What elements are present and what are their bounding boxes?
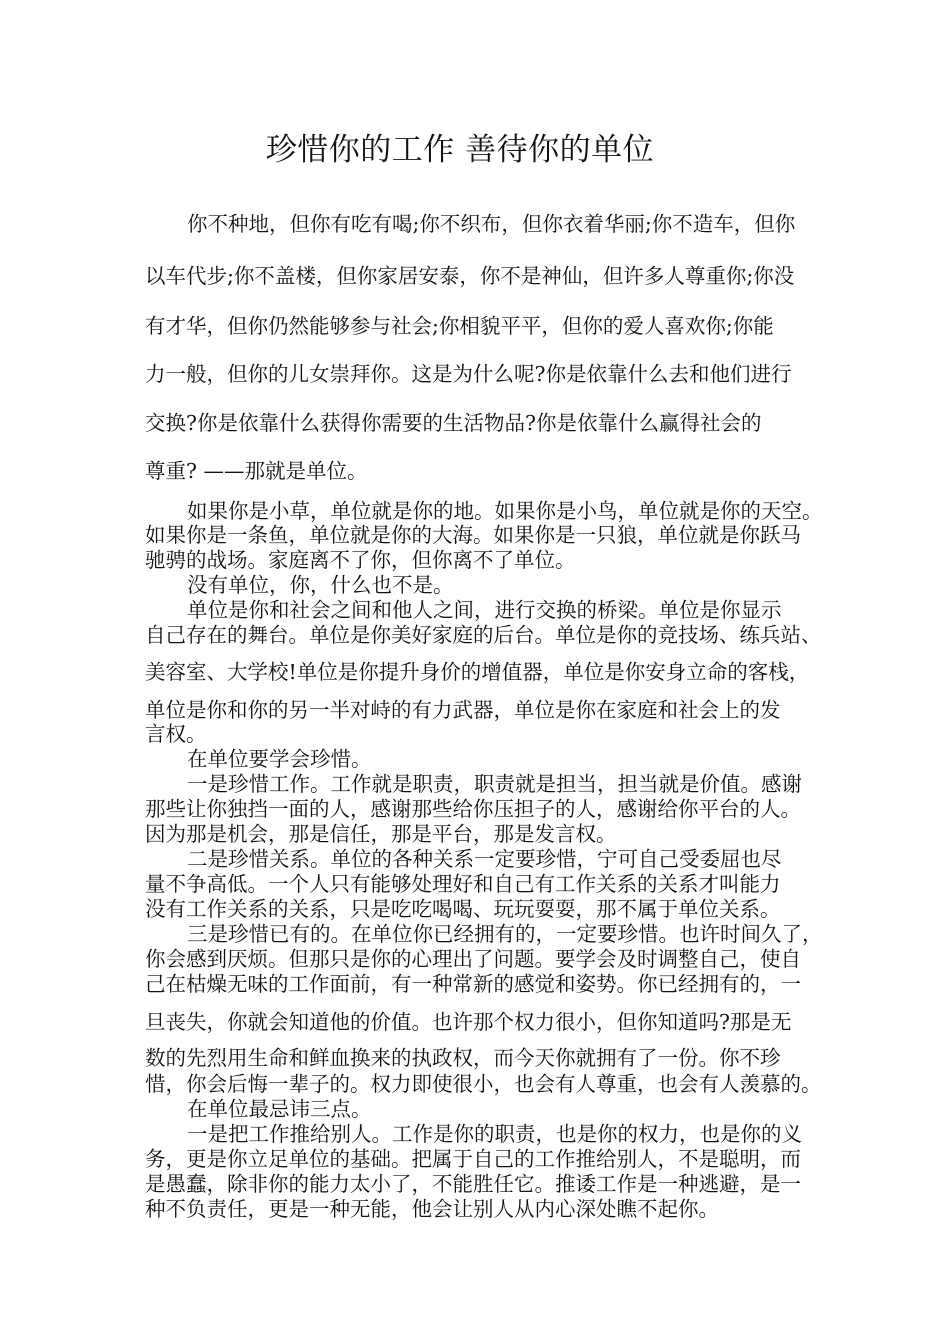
- text-line: 二是珍惜关系。单位的各种关系一定要珍惜，宁可自己受委屈也尽: [187, 847, 782, 871]
- text-line: 如果你是一条鱼，单位就是你的大海。如果你是一只狼，单位就是你跃马: [145, 523, 801, 547]
- text-line: 尊重? ——那就是单位。: [145, 459, 368, 483]
- text-line: 以车代步;你不盖楼，但你家居安泰，你不是神仙，但许多人尊重你;你没: [145, 264, 795, 288]
- text-line: 美容室、大学校!单位是你提升身价的增值器，单位是你安身立命的客栈，: [145, 660, 810, 684]
- text-line: 种不负责任，更是一种无能，他会让别人从内心深处瞧不起你。: [145, 1197, 719, 1221]
- text-line: 务，更是你立足单位的基础。把属于自己的工作推给别人，不是聪明，而: [145, 1147, 801, 1171]
- text-line: 旦丧失，你就会知道他的价值。也许那个权力很小，但你知道吗?那是无: [145, 1010, 792, 1034]
- text-line: 没有单位，你，什么也不是。: [187, 573, 454, 597]
- text-line: 是愚蠢，除非你的能力太小了，不能胜任它。推诿工作是一种逃避，是一: [145, 1172, 801, 1196]
- text-line: 单位是你和社会之间和他人之间，进行交换的桥梁。单位是你显示: [187, 598, 782, 622]
- text-line: 驰骋的战场。家庭离不了你，但你离不了单位。: [145, 548, 576, 572]
- text-line: 力一般，但你的儿女崇拜你。这是为什么呢?你是依靠什么去和他们进行: [145, 362, 792, 386]
- text-line: 你会感到厌烦。但那只是你的心理出了问题。要学会及时调整自己，使自: [145, 947, 801, 971]
- text-line: 如果你是小草，单位就是你的地。如果你是小鸟，单位就是你的天空。: [187, 499, 823, 523]
- text-line: 一是把工作推给别人。工作是你的职责，也是你的权力，也是你的义: [187, 1122, 802, 1146]
- text-line: 单位是你和你的另一半对峙的有力武器，单位是你在家庭和社会上的发: [145, 698, 781, 722]
- text-line: 你不种地，但你有吃有喝;你不织布，但你衣着华丽;你不造车，但你: [187, 212, 796, 236]
- text-line: 因为那是机会，那是信任，那是平台，那是发言权。: [145, 822, 617, 846]
- text-line: 己在枯燥无味的工作面前，有一种常新的感觉和姿势。你已经拥有的，一: [145, 972, 801, 996]
- text-line: 没有工作关系的关系，只是吃吃喝喝、玩玩耍耍，那不属于单位关系。: [145, 897, 781, 921]
- text-line: 三是珍惜已有的。在单位你已经拥有的，一定要珍惜。也许时间久了，: [187, 922, 823, 946]
- text-line: 有才华，但你仍然能够参与社会;你相貌平平，但你的爱人喜欢你;你能: [145, 314, 774, 338]
- text-line: 自己存在的舞台。单位是你美好家庭的后台。单位是你的竞技场、练兵站、: [145, 623, 822, 647]
- text-line: 言权。: [145, 722, 207, 746]
- text-line: 交换?你是依靠什么获得你需要的生活物品?你是依靠什么赢得社会的: [145, 411, 762, 435]
- text-line: 在单位要学会珍惜。: [187, 747, 372, 771]
- text-line: 惜，你会后悔一辈子的。权力即使很小，也会有人尊重，也会有人羡慕的。: [145, 1072, 822, 1096]
- text-line: 数的先烈用生命和鲜血换来的执政权，而今天你就拥有了一份。你不珍: [145, 1046, 781, 1070]
- document-title: 珍惜你的工作 善待你的单位: [265, 132, 655, 168]
- text-line: 在单位最忌讳三点。: [187, 1097, 372, 1121]
- text-line: 一是珍惜工作。工作就是职责，职责就是担当，担当就是价值。感谢: [187, 772, 802, 796]
- text-line: 量不争高低。一个人只有能够处理好和自己有工作关系的关系才叫能力: [145, 872, 781, 896]
- text-line: 那些让你独挡一面的人，感谢那些给你压担子的人，感谢给你平台的人。: [145, 797, 801, 821]
